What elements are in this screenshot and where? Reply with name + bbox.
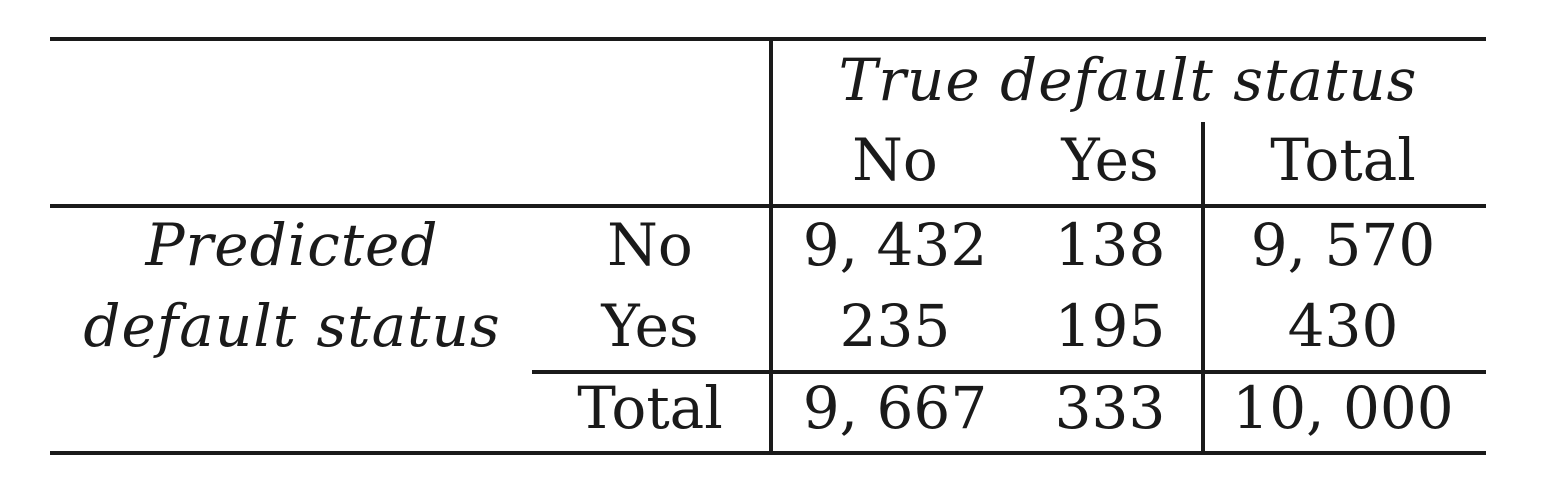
cell-value: 333 bbox=[1054, 374, 1166, 442]
row-group-header-line1: Predicted bbox=[145, 211, 439, 279]
row-label-yes: Yes bbox=[601, 292, 699, 360]
bottom-rule bbox=[50, 451, 1486, 455]
cell-value: 10, 000 bbox=[1232, 374, 1454, 442]
column-header-no: No bbox=[852, 126, 938, 194]
row-group-header-line2: default status bbox=[83, 292, 501, 360]
header-rule bbox=[50, 204, 1486, 208]
total-column-divider bbox=[1201, 122, 1205, 453]
cell-value: 430 bbox=[1287, 292, 1399, 360]
row-label-no: No bbox=[607, 211, 693, 279]
cell-value: 9, 667 bbox=[802, 374, 988, 442]
column-header-yes: Yes bbox=[1061, 126, 1159, 194]
column-header-total: Total bbox=[1270, 126, 1416, 194]
cell-value: 138 bbox=[1054, 211, 1166, 279]
top-rule bbox=[50, 37, 1486, 41]
cell-value: 235 bbox=[839, 292, 951, 360]
cell-value: 9, 432 bbox=[802, 211, 988, 279]
stub-divider bbox=[769, 39, 773, 453]
column-group-header: True default status bbox=[838, 46, 1418, 114]
cell-value: 195 bbox=[1054, 292, 1166, 360]
cell-value: 9, 570 bbox=[1250, 211, 1436, 279]
row-label-total: Total bbox=[577, 374, 723, 442]
